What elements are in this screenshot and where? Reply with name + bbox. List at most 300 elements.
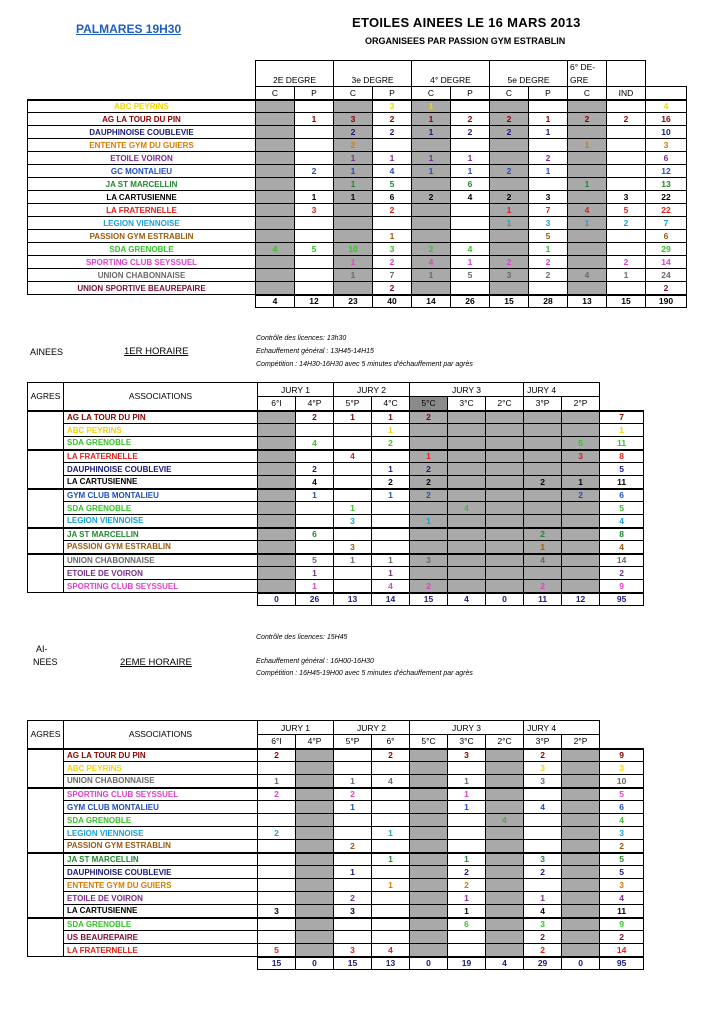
score-cell <box>486 489 524 502</box>
score-cell <box>295 256 334 269</box>
score-cell: 2 <box>373 204 412 217</box>
score-cell: 1 <box>334 554 372 567</box>
score-cell: 4 <box>256 243 295 256</box>
club-name: SPORTING CLUB SEYSSUEL <box>28 256 256 269</box>
score-cell <box>258 541 296 554</box>
club-row <box>28 437 644 450</box>
score-cell <box>410 814 448 827</box>
score-cell: 3 <box>529 217 568 230</box>
club-name: ETOILE DE VOIRON <box>64 567 258 580</box>
club-name: GYM CLUB MONTALIEU <box>64 801 258 814</box>
score-cell <box>334 204 373 217</box>
score-cell <box>410 528 448 541</box>
club-row <box>28 892 644 905</box>
score-cell: 4 <box>451 191 490 204</box>
score-cell: 2 <box>524 866 562 879</box>
club-row <box>28 269 687 282</box>
club-row <box>28 749 644 762</box>
score-cell: 1 <box>524 541 562 554</box>
score-cell: 2 <box>412 191 451 204</box>
score-cell <box>334 217 373 230</box>
score-cell <box>486 918 524 931</box>
total-cell: 15 <box>334 957 372 970</box>
club-name: JA ST MARCELLIN <box>28 178 256 191</box>
score-cell: 1 <box>373 152 412 165</box>
score-cell: 2 <box>524 931 562 944</box>
jury-header: JURY 1 <box>258 721 334 735</box>
score-cell: 1 <box>524 892 562 905</box>
jury-table-2 <box>27 720 644 970</box>
score-cell <box>562 814 600 827</box>
score-cell <box>562 463 600 476</box>
club-name: UNION SPORTIVE BEAUREPAIRE <box>28 282 256 295</box>
club-row <box>28 905 644 918</box>
agres-cell <box>28 528 64 554</box>
score-cell <box>486 788 524 801</box>
score-cell <box>524 515 562 528</box>
club-row <box>28 165 687 178</box>
score-cell <box>410 827 448 840</box>
club-row <box>28 567 644 580</box>
score-cell <box>258 437 296 450</box>
spacer-cell <box>28 957 64 970</box>
score-cell: 3 <box>334 944 372 957</box>
apparatus-header: 5°C <box>410 735 448 749</box>
club-row <box>28 450 644 463</box>
agres-cell <box>28 489 64 528</box>
score-cell <box>334 918 372 931</box>
score-cell: 1 <box>448 892 486 905</box>
score-cell: 14 <box>646 256 687 269</box>
club-row <box>28 152 687 165</box>
apparatus-header: 6°I <box>258 735 296 749</box>
score-cell <box>258 489 296 502</box>
score-cell: 2 <box>410 580 448 593</box>
score-cell: 6 <box>296 528 334 541</box>
score-cell <box>562 762 600 775</box>
score-cell: 11 <box>600 437 644 450</box>
agres-cell <box>28 554 64 593</box>
total-cell: 26 <box>451 295 490 308</box>
total-header <box>646 87 687 100</box>
score-cell <box>410 892 448 905</box>
score-cell <box>448 762 486 775</box>
score-cell <box>529 100 568 113</box>
score-cell <box>410 918 448 931</box>
score-cell <box>296 801 334 814</box>
agres-header: AGRES <box>28 721 64 749</box>
spacer-cell <box>64 593 258 606</box>
score-cell: 1 <box>490 204 529 217</box>
score-cell: 3 <box>334 541 372 554</box>
club-row <box>28 762 644 775</box>
score-cell: 9 <box>600 918 644 931</box>
score-cell: 1 <box>412 100 451 113</box>
score-cell <box>486 801 524 814</box>
score-cell: 7 <box>600 411 644 424</box>
score-cell <box>562 749 600 762</box>
score-cell <box>562 931 600 944</box>
score-cell: 5 <box>600 853 644 866</box>
score-cell <box>296 515 334 528</box>
score-cell: 1 <box>334 866 372 879</box>
club-name: PASSION GYM ESTRABLIN <box>64 840 258 853</box>
score-cell <box>296 749 334 762</box>
apparatus-header: 2°P <box>562 735 600 749</box>
club-row <box>28 801 644 814</box>
score-cell: 1 <box>334 178 373 191</box>
agres-header: AGRES <box>28 383 64 411</box>
score-cell <box>486 840 524 853</box>
total-cell: 14 <box>372 593 410 606</box>
score-cell: 1 <box>373 230 412 243</box>
score-cell: 2 <box>295 165 334 178</box>
score-cell: 2 <box>568 113 607 126</box>
club-row <box>28 113 687 126</box>
score-cell <box>410 944 448 957</box>
score-cell: 4 <box>296 437 334 450</box>
score-cell <box>490 243 529 256</box>
score-cell: 8 <box>600 450 644 463</box>
club-name: ENTENTE GYM DU GUIERS <box>28 139 256 152</box>
score-cell <box>258 762 296 775</box>
score-cell: 1 <box>412 152 451 165</box>
score-cell <box>258 892 296 905</box>
score-cell: 5 <box>258 944 296 957</box>
score-cell: 1 <box>334 165 373 178</box>
score-cell <box>296 944 334 957</box>
score-cell <box>410 905 448 918</box>
score-cell <box>258 801 296 814</box>
score-cell <box>486 463 524 476</box>
score-cell: 10 <box>600 775 644 788</box>
score-cell <box>568 152 607 165</box>
totals-row <box>28 295 687 308</box>
score-cell: 3 <box>410 554 448 567</box>
apparatus-header: 6° <box>372 735 410 749</box>
score-cell: 2 <box>529 269 568 282</box>
score-cell: 11 <box>600 476 644 489</box>
score-cell <box>410 541 448 554</box>
score-cell: 4 <box>372 775 410 788</box>
score-cell <box>486 775 524 788</box>
score-cell <box>295 282 334 295</box>
score-cell <box>256 191 295 204</box>
score-cell <box>562 424 600 437</box>
score-cell <box>372 840 410 853</box>
score-cell: 1 <box>334 152 373 165</box>
score-cell <box>410 866 448 879</box>
club-name: SPORTING CLUB SEYSSUEL <box>64 580 258 593</box>
score-cell <box>334 879 372 892</box>
score-cell: 2 <box>258 827 296 840</box>
score-cell <box>296 788 334 801</box>
club-row <box>28 139 687 152</box>
score-cell <box>372 814 410 827</box>
score-cell <box>448 567 486 580</box>
club-name: AG LA TOUR DU PIN <box>28 113 256 126</box>
score-cell: 2 <box>373 282 412 295</box>
score-cell: 2 <box>296 463 334 476</box>
score-cell <box>296 450 334 463</box>
score-cell <box>486 502 524 515</box>
apparatus-header: 2°P <box>562 397 600 411</box>
score-cell <box>448 931 486 944</box>
score-cell: 1 <box>334 269 373 282</box>
score-cell: 1 <box>295 113 334 126</box>
score-cell: 2 <box>448 866 486 879</box>
score-cell <box>607 139 646 152</box>
score-cell <box>334 230 373 243</box>
score-cell <box>258 918 296 931</box>
score-cell <box>448 528 486 541</box>
total-cell: 28 <box>529 295 568 308</box>
score-cell <box>256 230 295 243</box>
score-cell: 10 <box>334 243 373 256</box>
score-cell <box>451 100 490 113</box>
spacer-cell <box>600 721 644 735</box>
score-cell: 2 <box>410 476 448 489</box>
score-cell <box>486 944 524 957</box>
score-cell: 1 <box>412 126 451 139</box>
degree-header: 3e DEGRE <box>334 74 412 87</box>
score-cell: 3 <box>490 269 529 282</box>
score-cell: 2 <box>373 256 412 269</box>
score-cell: 11 <box>600 905 644 918</box>
club-name: SDA GRENOBLE <box>28 243 256 256</box>
score-cell: 2 <box>529 256 568 269</box>
column-header: IND <box>607 87 646 100</box>
score-cell <box>607 100 646 113</box>
score-cell: 3 <box>373 100 412 113</box>
apparatus-header: 3°C <box>448 735 486 749</box>
score-cell: 1 <box>296 489 334 502</box>
club-name: SDA GRENOBLE <box>64 814 258 827</box>
score-cell: 5 <box>373 178 412 191</box>
club-name: LEGION VIENNOISE <box>64 515 258 528</box>
licence-note: Contrôle des licences: 13h30 <box>256 335 347 342</box>
score-cell <box>568 100 607 113</box>
score-cell: 6 <box>600 801 644 814</box>
score-cell: 1 <box>607 269 646 282</box>
score-cell <box>410 840 448 853</box>
score-cell <box>256 204 295 217</box>
total-cell: 19 <box>448 957 486 970</box>
club-row <box>28 931 644 944</box>
score-cell <box>258 515 296 528</box>
score-cell <box>258 424 296 437</box>
score-cell: 3 <box>334 113 373 126</box>
score-cell <box>372 905 410 918</box>
score-cell: 4 <box>600 892 644 905</box>
page-title: ETOILES AINEES LE 16 MARS 2013 <box>352 15 581 30</box>
score-cell <box>568 256 607 269</box>
degree-header: 4° DEGRE <box>412 74 490 87</box>
score-cell: 9 <box>600 749 644 762</box>
score-cell: 1 <box>451 256 490 269</box>
club-row <box>28 866 644 879</box>
score-cell <box>372 541 410 554</box>
score-cell: 2 <box>607 256 646 269</box>
club-row <box>28 918 644 931</box>
club-row <box>28 528 644 541</box>
club-row <box>28 126 687 139</box>
score-cell: 7 <box>529 204 568 217</box>
score-cell: 5 <box>451 269 490 282</box>
score-cell <box>372 515 410 528</box>
score-cell <box>258 411 296 424</box>
score-cell: 4 <box>373 165 412 178</box>
score-cell: 3 <box>600 762 644 775</box>
score-cell <box>410 879 448 892</box>
score-cell: 6 <box>646 152 687 165</box>
agres-cell <box>28 788 64 853</box>
score-cell: 14 <box>600 944 644 957</box>
score-cell <box>296 892 334 905</box>
club-row <box>28 243 687 256</box>
total-cell: 15 <box>258 957 296 970</box>
club-name: LA CARTUSIENNE <box>64 476 258 489</box>
score-cell <box>334 489 372 502</box>
score-cell <box>334 528 372 541</box>
apparatus-header: 5°C <box>410 397 448 411</box>
score-cell <box>607 243 646 256</box>
club-name: SPORTING CLUB SEYSSUEL <box>64 788 258 801</box>
score-cell <box>451 204 490 217</box>
club-name: LA FRATERNELLE <box>64 944 258 957</box>
degree-6-header: GRE <box>568 74 607 87</box>
competition-note: Compétition : 16H45-19H00 avec 5 minutes d'échauffement par agrès <box>256 670 473 677</box>
score-cell <box>529 178 568 191</box>
score-cell <box>372 931 410 944</box>
score-cell: 5 <box>529 230 568 243</box>
club-name: LA CARTUSIENNE <box>64 905 258 918</box>
score-cell: 4 <box>412 256 451 269</box>
apparatus-header: 4°P <box>296 735 334 749</box>
score-cell <box>334 437 372 450</box>
score-cell: 2 <box>334 892 372 905</box>
score-cell <box>372 450 410 463</box>
score-cell: 5 <box>600 866 644 879</box>
score-cell: 1 <box>372 827 410 840</box>
club-row <box>28 502 644 515</box>
total-cell: 15 <box>410 593 448 606</box>
score-cell <box>562 827 600 840</box>
total-cell: 190 <box>646 295 687 308</box>
agres-cell <box>28 853 64 918</box>
total-cell: 0 <box>410 957 448 970</box>
score-cell: 2 <box>524 944 562 957</box>
score-cell <box>256 165 295 178</box>
score-cell <box>412 178 451 191</box>
score-cell: 1 <box>562 476 600 489</box>
score-cell: 2 <box>600 567 644 580</box>
score-cell: 1 <box>448 775 486 788</box>
ind-header-top <box>607 61 646 74</box>
score-cell: 1 <box>451 165 490 178</box>
score-cell: 1 <box>412 113 451 126</box>
score-cell: 13 <box>646 178 687 191</box>
club-row <box>28 840 644 853</box>
degree-6-header: 6° DE- <box>568 61 607 74</box>
score-cell <box>296 814 334 827</box>
club-row <box>28 191 687 204</box>
horaire-label: 2EME HORAIRE <box>120 657 192 668</box>
score-cell <box>562 580 600 593</box>
club-name: DAUPHINOISE COUBLEVIE <box>64 463 258 476</box>
score-cell: 3 <box>562 450 600 463</box>
club-name: US BEAUREPAIRE <box>64 931 258 944</box>
score-cell <box>486 866 524 879</box>
club-row <box>28 256 687 269</box>
apparatus-header: 2°C <box>486 735 524 749</box>
total-cell: 26 <box>296 593 334 606</box>
score-cell: 6 <box>448 918 486 931</box>
score-cell <box>562 515 600 528</box>
score-cell: 4 <box>524 554 562 567</box>
score-cell: 4 <box>486 814 524 827</box>
jury-header: JURY 2 <box>334 721 410 735</box>
score-cell <box>562 801 600 814</box>
score-cell: 2 <box>524 749 562 762</box>
total-cell: 12 <box>562 593 600 606</box>
score-cell <box>372 801 410 814</box>
score-cell: 2 <box>524 528 562 541</box>
score-cell <box>524 489 562 502</box>
score-cell <box>562 879 600 892</box>
spacer-cell <box>600 735 644 749</box>
score-cell <box>490 100 529 113</box>
score-cell: 24 <box>646 269 687 282</box>
score-cell: 2 <box>373 113 412 126</box>
score-cell <box>334 580 372 593</box>
score-cell <box>256 126 295 139</box>
score-cell: 1 <box>372 853 410 866</box>
club-row <box>28 515 644 528</box>
total-cell: 95 <box>600 957 644 970</box>
score-cell <box>568 126 607 139</box>
score-cell <box>296 905 334 918</box>
score-cell: 1 <box>334 775 372 788</box>
score-cell <box>334 567 372 580</box>
club-row <box>28 489 644 502</box>
score-cell: 3 <box>334 905 372 918</box>
club-row <box>28 541 644 554</box>
score-cell <box>334 749 372 762</box>
score-cell <box>372 788 410 801</box>
total-cell: 4 <box>448 593 486 606</box>
club-name: UNION CHABONNAISE <box>64 775 258 788</box>
total-cell: 0 <box>258 593 296 606</box>
score-cell <box>486 905 524 918</box>
score-cell: 3 <box>373 243 412 256</box>
score-cell <box>448 450 486 463</box>
total-cell: 14 <box>412 295 451 308</box>
score-cell: 1 <box>529 126 568 139</box>
score-cell <box>448 580 486 593</box>
column-header: C <box>412 87 451 100</box>
score-cell: 6 <box>451 178 490 191</box>
score-cell <box>296 541 334 554</box>
score-cell <box>524 463 562 476</box>
club-name: ENTENTE GYM DU GUIERS <box>64 879 258 892</box>
score-cell <box>562 411 600 424</box>
spacer-cell <box>28 61 256 74</box>
score-cell <box>296 775 334 788</box>
spacer-cell <box>28 74 256 87</box>
score-cell <box>295 100 334 113</box>
score-cell: 29 <box>646 243 687 256</box>
